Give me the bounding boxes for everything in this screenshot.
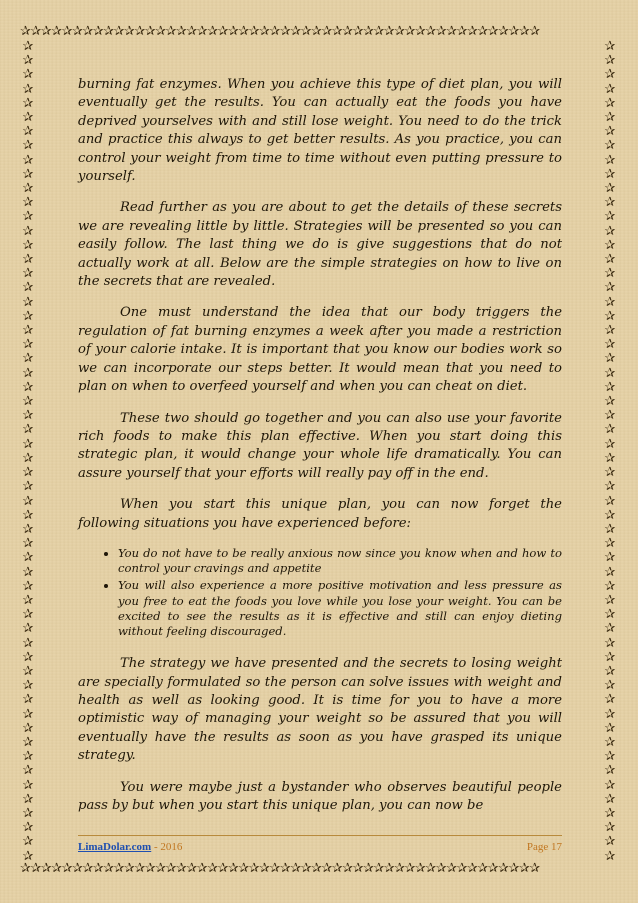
page-body — [78, 76, 562, 828]
list-item: • You do not have to be really anxious now since you know when and how to control your cravings and appetite — [118, 546, 562, 576]
footer-rule — [78, 835, 562, 836]
footer-site — [78, 841, 182, 853]
paragraph: burning fat enzymes. When you achieve this type of diet plan, you will eventually get the results. You can actually eat the foods you have deprived yourselves with and still lose weight. You need to do the trick and practice this always to get better results. As you practice, you can control your weight from time to time without even putting pressure to yourself. — [78, 77, 562, 185]
list-item: • You will also experience a more positive motivation and less pressure as you free to eat the foods you love while you lose your weight. You can be excited to see the results as it is effective and still can enjoy dieting without feeling discouraged. — [118, 578, 562, 639]
star-border-right: ✰ ✰ ✰ ✰ ✰ ✰ ✰ ✰ ✰ ✰ ✰ ✰ ✰ ✰ ✰ ✰ ✰ ✰ ✰ ✰ ✰ ✰ ✰ ✰ ✰ ✰ ✰ ✰ ✰ ✰ ✰ ✰ ✰ ✰ ✰ ✰ ✰ ✰ ✰ ✰ ✰ ✰ ✰ ✰ ✰ ✰ ✰ ✰ ✰ ✰ ✰ ✰ ✰ ✰ ✰ ✰ ✰ ✰ — [604, 40, 616, 862]
star-border-bottom: ✰✰✰✰✰✰✰✰✰✰✰✰✰✰✰✰✰✰✰✰✰✰✰✰✰✰✰✰✰✰✰✰✰✰✰✰✰✰✰✰✰✰✰✰✰✰✰✰✰✰ — [20, 861, 540, 876]
site-link[interactable]: LimaDolar.com — [78, 841, 152, 853]
paragraph: The strategy we have presented and the secrets to losing weight are specially formulated so the person can solve issues with weight and health as well as looking good. It is time for you to have a more optimistic way of managing your weight so be assured that you will eventually have the results as soon as you have grasped its unique strategy. — [78, 656, 562, 764]
paragraph: When you start this unique plan, you can now forget the following situations you have experienced before: — [78, 497, 562, 531]
bullet-list — [78, 546, 562, 639]
star-border-left: ✰ ✰ ✰ ✰ ✰ ✰ ✰ ✰ ✰ ✰ ✰ ✰ ✰ ✰ ✰ ✰ ✰ ✰ ✰ ✰ ✰ ✰ ✰ ✰ ✰ ✰ ✰ ✰ ✰ ✰ ✰ ✰ ✰ ✰ ✰ ✰ ✰ ✰ ✰ ✰ ✰ ✰ ✰ ✰ ✰ ✰ ✰ ✰ ✰ ✰ ✰ ✰ ✰ ✰ ✰ ✰ ✰ ✰ — [22, 40, 34, 862]
page-number: Page 17 — [526, 841, 562, 853]
paragraph: One must understand the idea that our body triggers the regulation of fat burning enzymes a week after you made a restriction of your calorie intake. It is important that you know our bodies work so we can incorporate our steps better. It would mean that you need to plan on when to overfeed yourself and when you can cheat on diet. — [78, 305, 562, 395]
paragraph: You were maybe just a bystander who observes beautiful people pass by but when you start this unique plan, you can now be — [78, 779, 562, 813]
star-border-top: ✰✰✰✰✰✰✰✰✰✰✰✰✰✰✰✰✰✰✰✰✰✰✰✰✰✰✰✰✰✰✰✰✰✰✰✰✰✰✰✰✰✰✰✰✰✰✰✰✰✰ — [20, 24, 540, 39]
paragraph: These two should go together and you can also use your favorite rich foods to make this plan effective. When you start doing this strategic plan, it would change your whole life dramatically. You can assure yourself that your efforts will really pay off in the end. — [78, 410, 562, 481]
paragraph: Read further as you are about to get the details of these secrets we are revealing little by little. Strategies will be presented so you can easily follow. The last thing we do is give suggestions that do not actually work at all. Below are the simple strategies on how to live on the secrets that are revealed. — [78, 200, 562, 290]
footer-year: - 2016 — [151, 841, 183, 853]
